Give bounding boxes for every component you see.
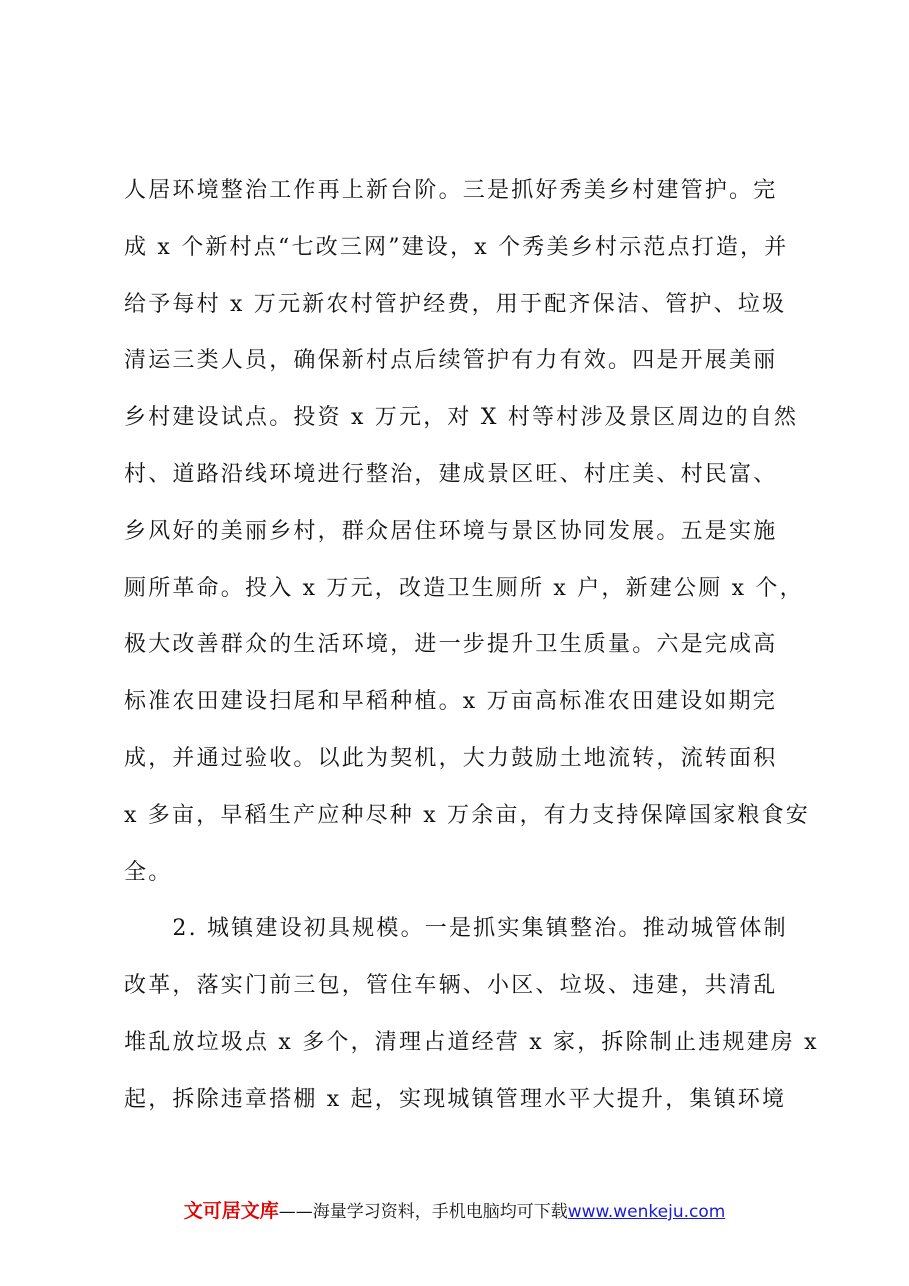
text-line: 起，拆除违章搭棚 x 起，实现城镇管理水平大提升，集镇环境 [124, 1086, 787, 1112]
text-line: 厕所革命。投入 x 万元，改造卫生厕所 x 户，新建公厕 x 个， [124, 575, 804, 601]
text-line: 成，并通过验收。以此为契机，大力鼓励土地流转，流转面积 [124, 745, 778, 771]
document-body [124, 163, 824, 1129]
text-line: 全。 [124, 859, 173, 885]
text-line: 改革，落实门前三包，管住车辆、小区、垃圾、违建，共清乱 [124, 973, 778, 999]
text-line: 清运三类人员，确保新村点后续管护有力有效。四是开展美丽 [124, 348, 778, 374]
text-line: 人居环境整治工作再上新台阶。三是抓好秀美乡村建管护。完 [124, 178, 778, 203]
text-line: 极大改善群众的生活环境，进一步提升卫生质量。六是完成高 [124, 632, 778, 658]
section-heading-line: 2. 城镇建设初具规模。一是抓实集镇整治。推动城管体制 [124, 916, 788, 942]
text-line: 乡风好的美丽乡村，群众居住环境与景区协同发展。五是实施 [124, 518, 778, 544]
text-line: 标准农田建设扫尾和早稻种植。x 万亩高标准农田建设如期完 [124, 689, 778, 715]
footer-brand: 文可居文库 [183, 1200, 279, 1222]
text-line: 村、道路沿线环境进行整治，建成景区旺、村庄美、村民富、 [124, 461, 778, 487]
text-line: 成 x 个新村点“七改三网”建设，x 个秀美乡村示范点打造，并 [124, 234, 789, 260]
text-line: x 多亩，早稻生产应种尽种 x 万余亩，有力支持保障国家粮食安 [124, 802, 810, 828]
text-line: 堆乱放垃圾点 x 多个，清理占道经营 x 家，拆除制止违规建房 x [124, 1029, 819, 1055]
footer-link[interactable]: www.wenkeju.com [567, 1202, 726, 1222]
footer-tagline: ——海量学习资料，手机电脑均可下载 [278, 1202, 568, 1222]
footer-banner [0, 1196, 909, 1223]
text-line: 乡村建设试点。投资 x 万元，对 X 村等村涉及景区周边的自然 [124, 405, 799, 431]
text-line: 给予每村 x 万元新农村管护经费，用于配齐保洁、管护、垃圾 [124, 291, 787, 317]
